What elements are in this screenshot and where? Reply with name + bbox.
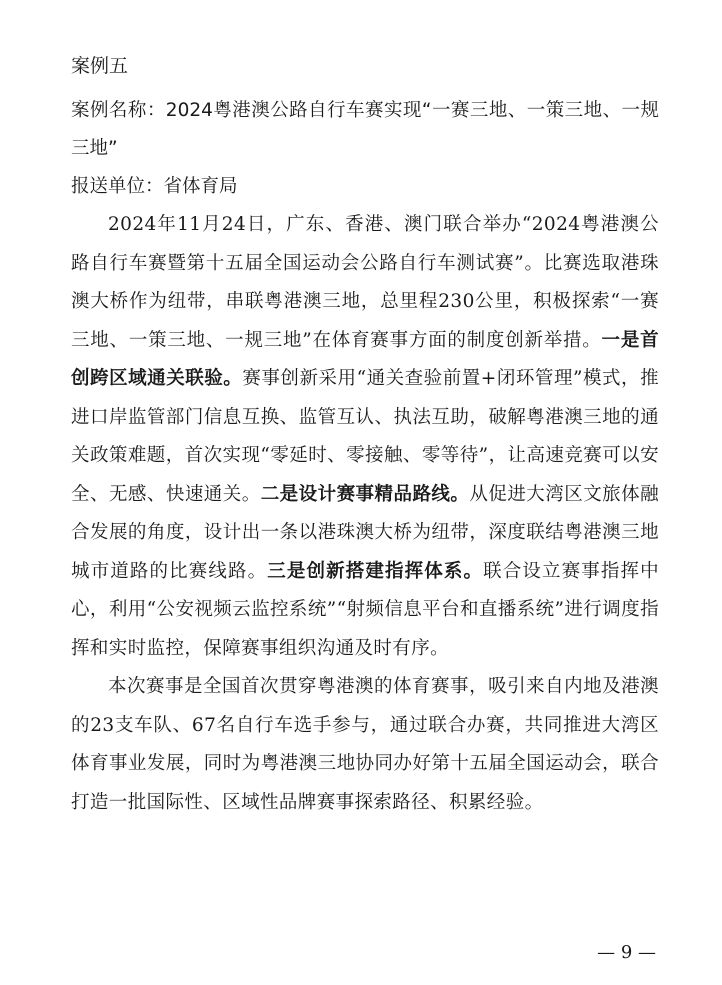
document-page bbox=[71, 52, 659, 822]
paragraph-text: 赛事创新采用“通关查验前置+闭环管理”模式，推进口岸监管部门信息互换、监管互认、执法互助，破解粤港澳三地的通关政策难题，首次实现“零延时、零接触、零等待”，让高速竞赛可以安全、无感、快速通关。 bbox=[71, 368, 659, 505]
submitter: 报送单位：省体育局 bbox=[71, 176, 238, 197]
key-point-3: 三是创新搭建指挥体系。 bbox=[267, 560, 484, 582]
paragraph-text: 2024年11月24日，广东、香港、澳门联合举办“2024粤港澳公路自行车赛暨第十五届全国运动会公路自行车测试赛”。比赛选取港珠澳大桥作为纽带，串联粤港澳三地，总里程230公里，积极探索“一赛三地、一策三地、一规三地”在体育赛事方面的制度创新举措。 bbox=[71, 214, 659, 351]
body-paragraph-1 bbox=[71, 206, 659, 668]
body-paragraph-2: 本次赛事是全国首次贯穿粤港澳的体育赛事，吸引来自内地及港澳的23支车队、67名自行车选手参与，通过联合办赛，共同推进大湾区体育事业发展，同时为粤港澳三地协同办好第十五届全国运动会，联合打造一批国际性、区域性品牌赛事探索路径、积累经验。 bbox=[71, 676, 659, 813]
page-number: — 9 — bbox=[597, 942, 656, 963]
case-name: 案例名称：2024粤港澳公路自行车赛实现“一赛三地、一策三地、一规三地” bbox=[71, 100, 659, 159]
key-point-2: 二是设计赛事精品路线。 bbox=[260, 483, 470, 505]
paragraph-text: 联合设立赛事指挥中心，利用“公安视频云监控系统”“射频信息平台和直播系统”进行调度指挥和实时监控，保障赛事组织沟通及时有序。 bbox=[71, 560, 659, 659]
key-point-1: 一是首创跨区域通关联验。 bbox=[71, 329, 659, 389]
case-label: 案例五 bbox=[71, 55, 129, 77]
paragraph-text: 从促进大湾区文旅体融合发展的角度，设计出一条以港珠澳大桥为纽带，深度联结粤港澳三地城市道路的比赛线路。 bbox=[71, 483, 659, 582]
